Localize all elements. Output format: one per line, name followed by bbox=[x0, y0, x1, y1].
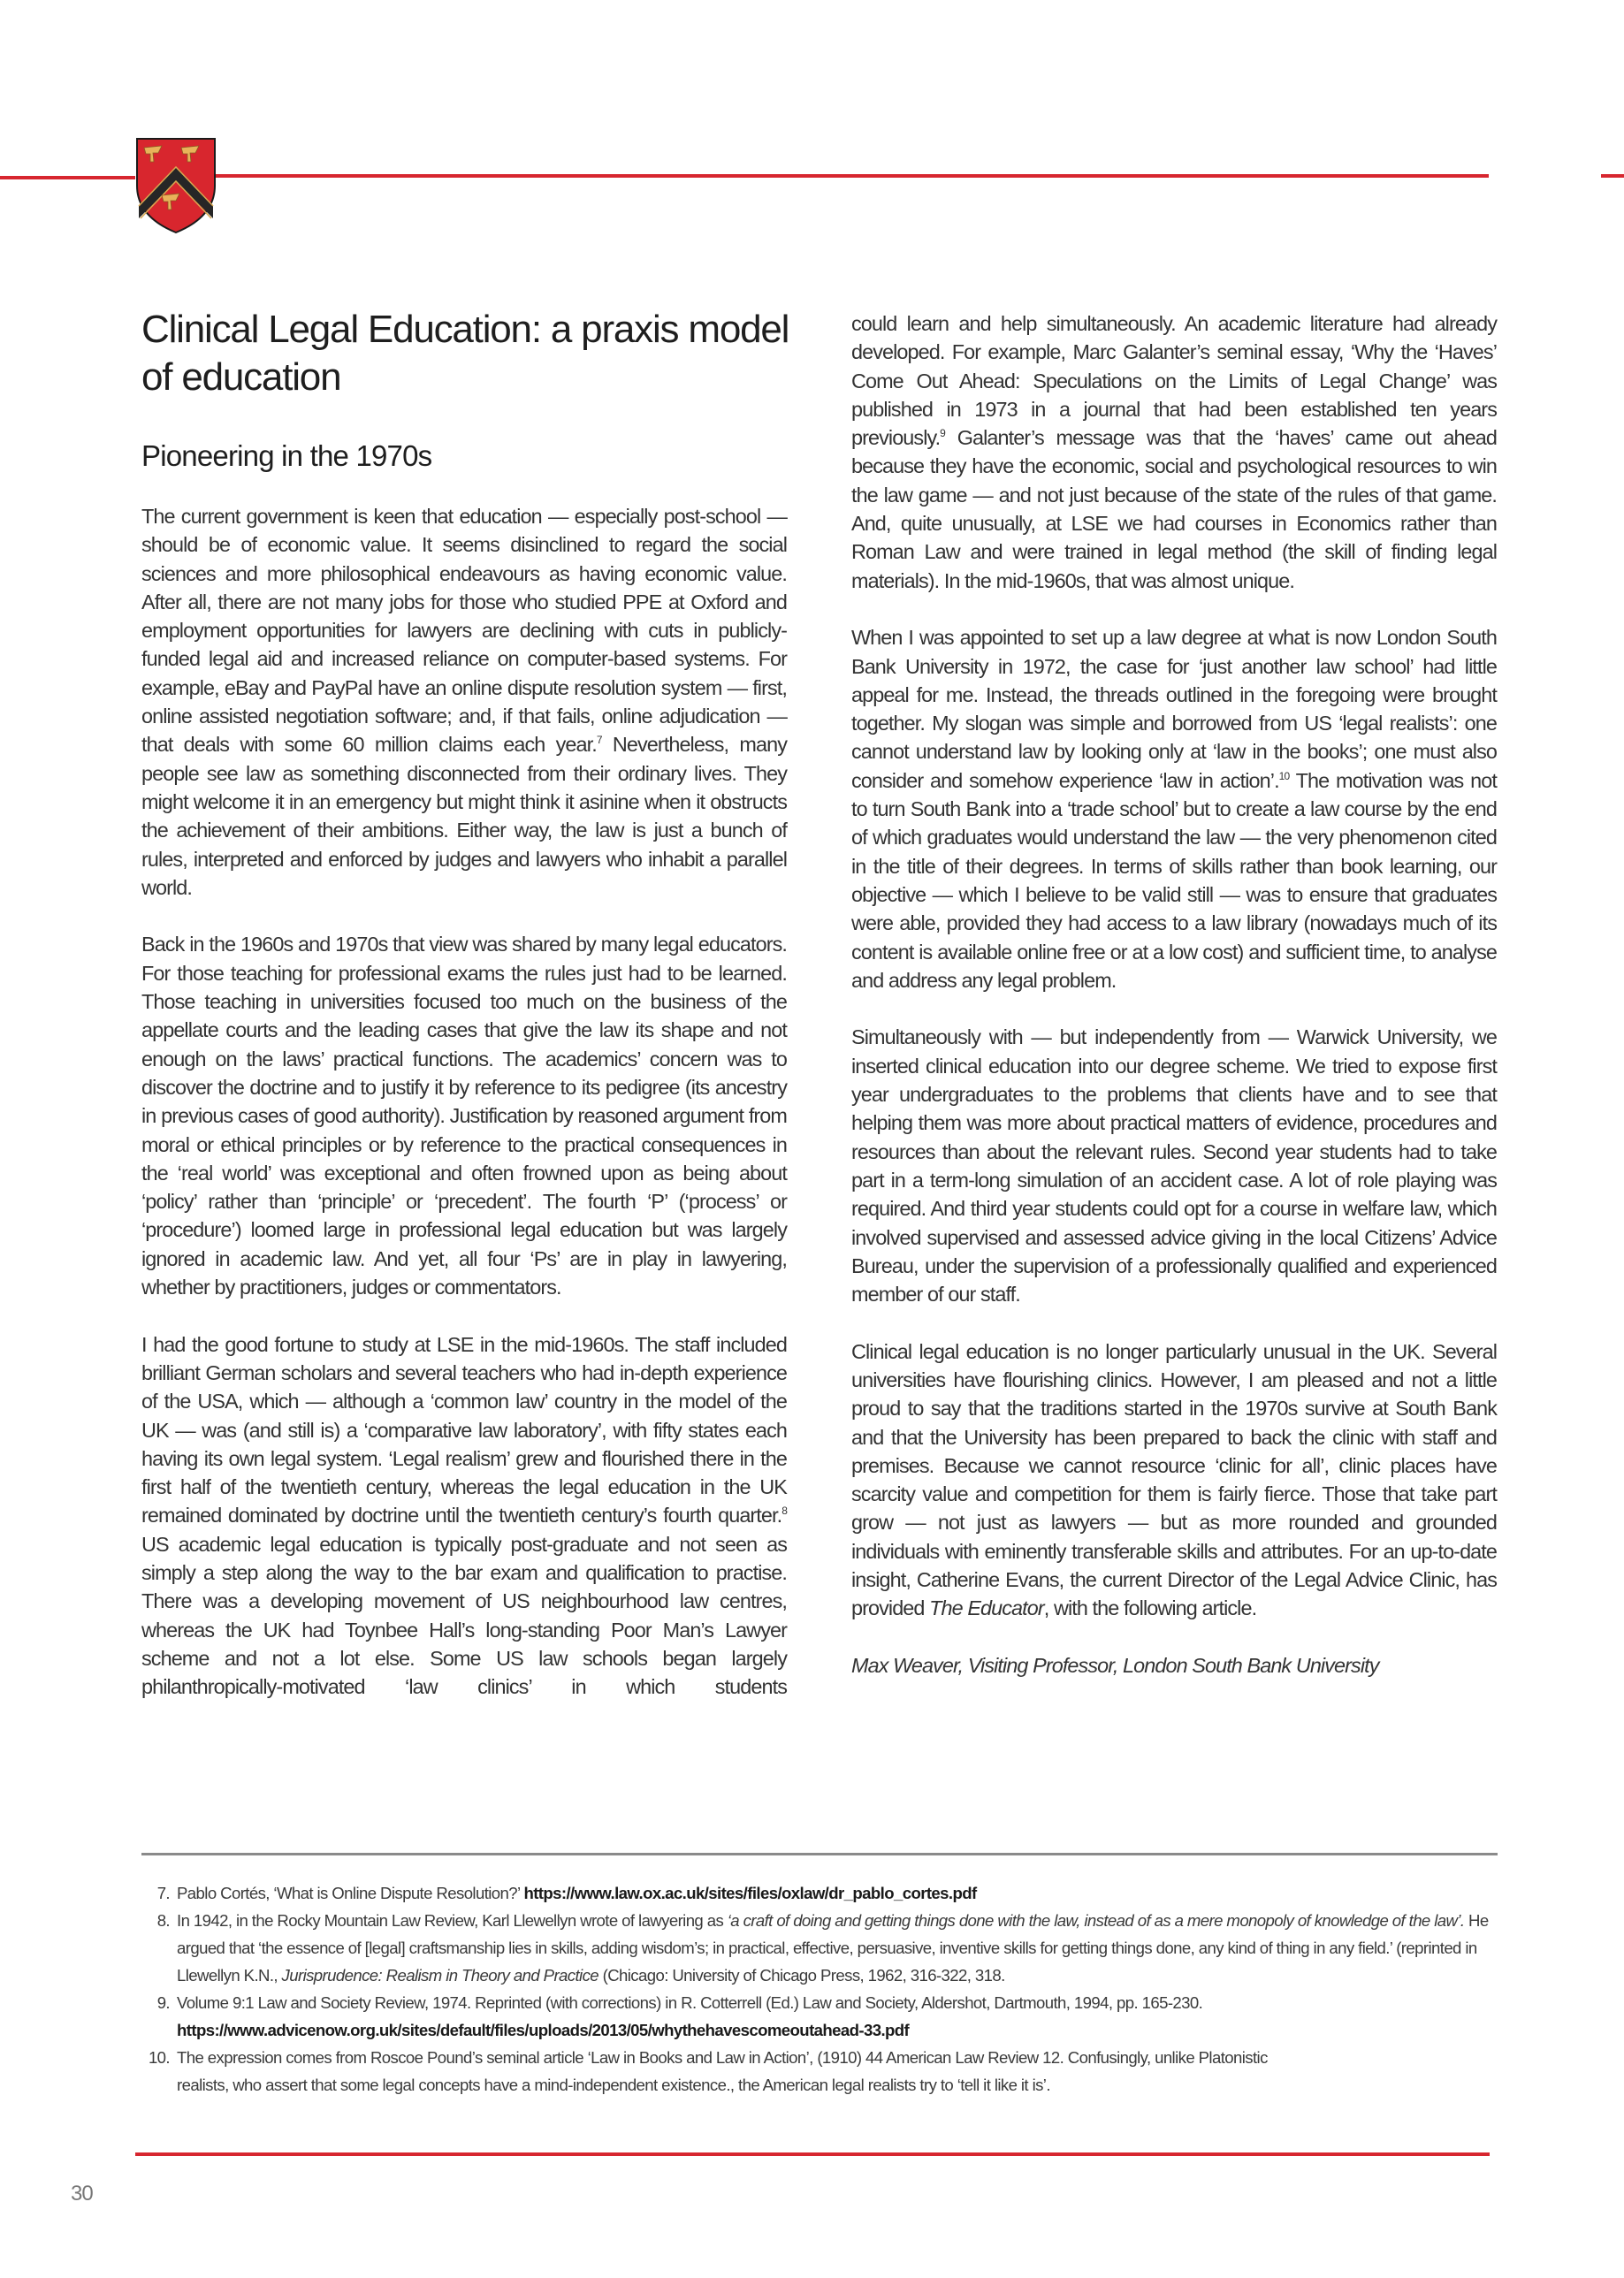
article-subtitle: Pioneering in the 1970s bbox=[141, 439, 432, 472]
footnote-7: 7. Pablo Cortés, ‘What is Online Dispute Resolution?’ https://www.law.ox.ac.uk/sites/files/oxlaw/dr_pablo_cortes.pdf bbox=[156, 1884, 977, 1902]
footnote-10: 10. The expression comes from Roscoe Pound’s seminal article ‘Law in Books and Law in Action’, (1910) 44 American Law Review 12. Confusingly, unlike Platonistic realists, who assert that some legal concepts have a mind-independent existence., the American legal realists try to ‘tell it like it is’. bbox=[148, 2048, 1268, 2094]
header-rule-edge bbox=[1601, 174, 1624, 178]
footnote-link[interactable]: https://www.law.ox.ac.uk/sites/files/oxlaw/dr_pablo_cortes.pdf bbox=[523, 1884, 977, 1902]
footnote-ref[interactable]: 7 bbox=[596, 734, 602, 747]
footnote-ref[interactable]: 8 bbox=[782, 1505, 787, 1518]
header-rule-right bbox=[216, 174, 1489, 178]
paragraph: Back in the 1960s and 1970s that view was shared by many legal educators. For those teaching for professional exams the rules just had to be learned. Those teaching in universities focused too much on the business of the appellate courts and the leading cases that give the law its shape and not enough on the laws’ practical functions. The academics’ concern was to discover the doctrine and to justify it by reference to its pedigree (its ancestry in previous cases of good authority). Justification by reasoned argument from moral or ethical principles or by reference to the practical consequences in the ‘real world’ was exceptional and often frowned upon as being about ‘policy’ rather than ‘principle’ or ‘precedent’. The fourth ‘P’ (‘process’ or ‘procedure’) loomed large in professional legal education but was largely ignored in academic law. And yet, all four ‘Ps’ are in play in lawyering, whether by practitioners, judges or commentators. bbox=[141, 933, 787, 1299]
footnote-link[interactable]: https://www.advicenow.org.uk/sites/default/files/uploads/2013/05/whythehavescomeoutahead-33.pdf bbox=[177, 2021, 910, 2039]
footnote-ref[interactable]: 9 bbox=[940, 427, 945, 440]
paragraph: Clinical legal education is no longer particularly unusual in the UK. Several universities have flourishing clinics. However, I am pleased and not a little proud to say that the traditions started in the 1970s survive at South Bank and that the University has been prepared to back the clinic with staff and premises. Because we cannot resource ‘clinic for all’, clinic places have scarcity value and competition for them is fairly fierce. Those that take part grow — not just as lawyers — but as more rounded and grounded individuals with eminently transferable skills and attributes. For an up-to-date insight, Catherine Evans, the current Director of the Legal Advice Clinic, has provided The Educator, with the following article. bbox=[851, 1339, 1497, 1620]
footnotes bbox=[141, 1879, 1498, 2099]
footnote-divider bbox=[141, 1853, 1498, 1855]
header-rule-left bbox=[0, 176, 135, 179]
article-title: Clinical Legal Education: a praxis model of education bbox=[141, 308, 789, 399]
footnote-ref[interactable]: 10 bbox=[1278, 769, 1290, 782]
right-column bbox=[851, 309, 1497, 1709]
paragraph: I had the good fortune to study at LSE in the mid-1960s. The staff included brilliant German scholars and several teachers who had in-depth experience of the USA, which — although a ‘common law’ country in the model of the UK — was (and still is) a ‘comparative law laboratory’, with fifty states each having its own legal system. ‘Legal realism’ grew and flourished there in the first half of the twentieth century, whereas the legal education in the UK remained dominated by doctrine until the twentieth century’s fourth quarter.$^8$ US academic legal education is typically post-graduate and not seen as simply a step along the way to the bar exam and qualification to practise. There was a developing movement of US neighbourhood law centres, whereas the UK had Toynbee Hall’s long-standing Poor Man’s Lawyer scheme and not a lot else. Some US law schools began largely philanthropically-motivated ‘law clinics’ in which students bbox=[141, 1332, 787, 1699]
left-column bbox=[141, 502, 787, 1730]
publication-name: The Educator bbox=[929, 1596, 1044, 1620]
paragraph: When I was appointed to set up a law degree at what is now London South Bank University in 1972, the case for ‘just another law school’ had little appeal for me. Instead, the threads outlined in the foregoing were brought together. My slogan was simple and borrowed from US ‘legal realists’: one cannot understand law by looking only at ‘law in the books’; one must also consider and somehow experience ‘law in action’.$^{10}$ The motivation was not to turn South Bank into a ‘trade school’ but to create a law course by the end of which graduates would understand the law — the very phenomenon cited in the title of their degrees. In terms of skills rather than book learning, our objective — which I believe to be valid still — was to ensure that graduates were able, provided they had access to a law library (nowadays much of its content is available online free or at a low cost) and sufficient time, to analyse and address any legal problem. bbox=[851, 626, 1497, 992]
paragraph: The current government is keen that education — especially post-school — should be of economic value. It seems disinclined to regard the social sciences and more philosophical endeavours as having economic value. After all, there are not many jobs for those who studied PPE at Oxford and employment opportunities for lawyers are declining with cuts in publicly-funded legal aid and increased reliance on computer-based systems. For example, eBay and PayPal have an online dispute resolution system — first, online assisted negotiation software; and, if that fails, online adjudication — that deals with some 60 million claims each year.$^7$ Nevertheless, many people see law as something disconnected from their ordinary lives. They might welcome it in an emergency but might think it asinine when it obstructs the achievement of their ambitions. Either way, the law is just a bunch of rules, interpreted and enforced by judges and lawyers who inhabit a parallel world. bbox=[141, 505, 787, 899]
footnote-9: 9. Volume 9:1 Law and Society Review, 1974. Reprinted (with corrections) in R. Cotterrell (Ed.) Law and Society, Aldershot, Dartmouth, 1994, pp. 165-230. https://www.advicenow.org.uk/sites/default/files/uploads/2013/05/whythehavescomeoutahead-33.pdf bbox=[156, 1993, 1203, 2039]
author-signature: Max Weaver, Visiting Professor, London South Bank University bbox=[851, 1653, 1379, 1677]
page-number: 30 bbox=[71, 2182, 93, 2206]
university-crest-icon bbox=[135, 137, 217, 234]
paragraph: Simultaneously with — but independently from — Warwick University, we inserted clinical education into our degree scheme. We tried to expose first year undergraduates to the problems that clients have and to see that helping them was more about practical matters of evidence, procedures and resources than about the relevant rules. Second year students had to take part in a term-long simulation of an accident case. A lot of role playing was required. And third year students could opt for a course in welfare law, which involved supervised and assessed advice giving in the local Citizens’ Advice Bureau, under the supervision of a professionally qualified and experienced member of our staff. bbox=[851, 1025, 1497, 1307]
paragraph: could learn and help simultaneously. An academic literature had already developed. For example, Marc Galanter’s seminal essay, ‘Why the ‘Haves’ Come Out Ahead: Speculations on the Limits of Legal Change’ was published in 1973 in a journal that had been established ten years previously.$^9$ Galanter’s message was that the ‘haves’ came out ahead because they have the economic, social and psychological resources to win the law game — and not just because of the state of the rules of that game. And, quite unusually, at LSE we had courses in Economics rather than Roman Law and were trained in legal method (the skill of finding legal materials). In the mid-1960s, that was almost unique. bbox=[851, 312, 1497, 592]
footer-rule bbox=[135, 2152, 1490, 2156]
footnote-8: 8. In 1942, in the Rocky Mountain Law Review, Karl Llewellyn wrote of lawyering as ‘a craft of doing and getting things done with the law, instead of as a mere monopoly of knowledge of the law’. He argued that ‘the essence of [legal] craftsmanship lies in skills, adding wisdom’s; in practical, effective, persuasive, inventive skills for getting things done, any kind of thing in any field.’ (reprinted in Llewellyn K.N., Jurisprudence: Realism in Theory and Practice (Chicago: University of Chicago Press, 1962, 316-322, 318. bbox=[156, 1911, 1489, 1985]
